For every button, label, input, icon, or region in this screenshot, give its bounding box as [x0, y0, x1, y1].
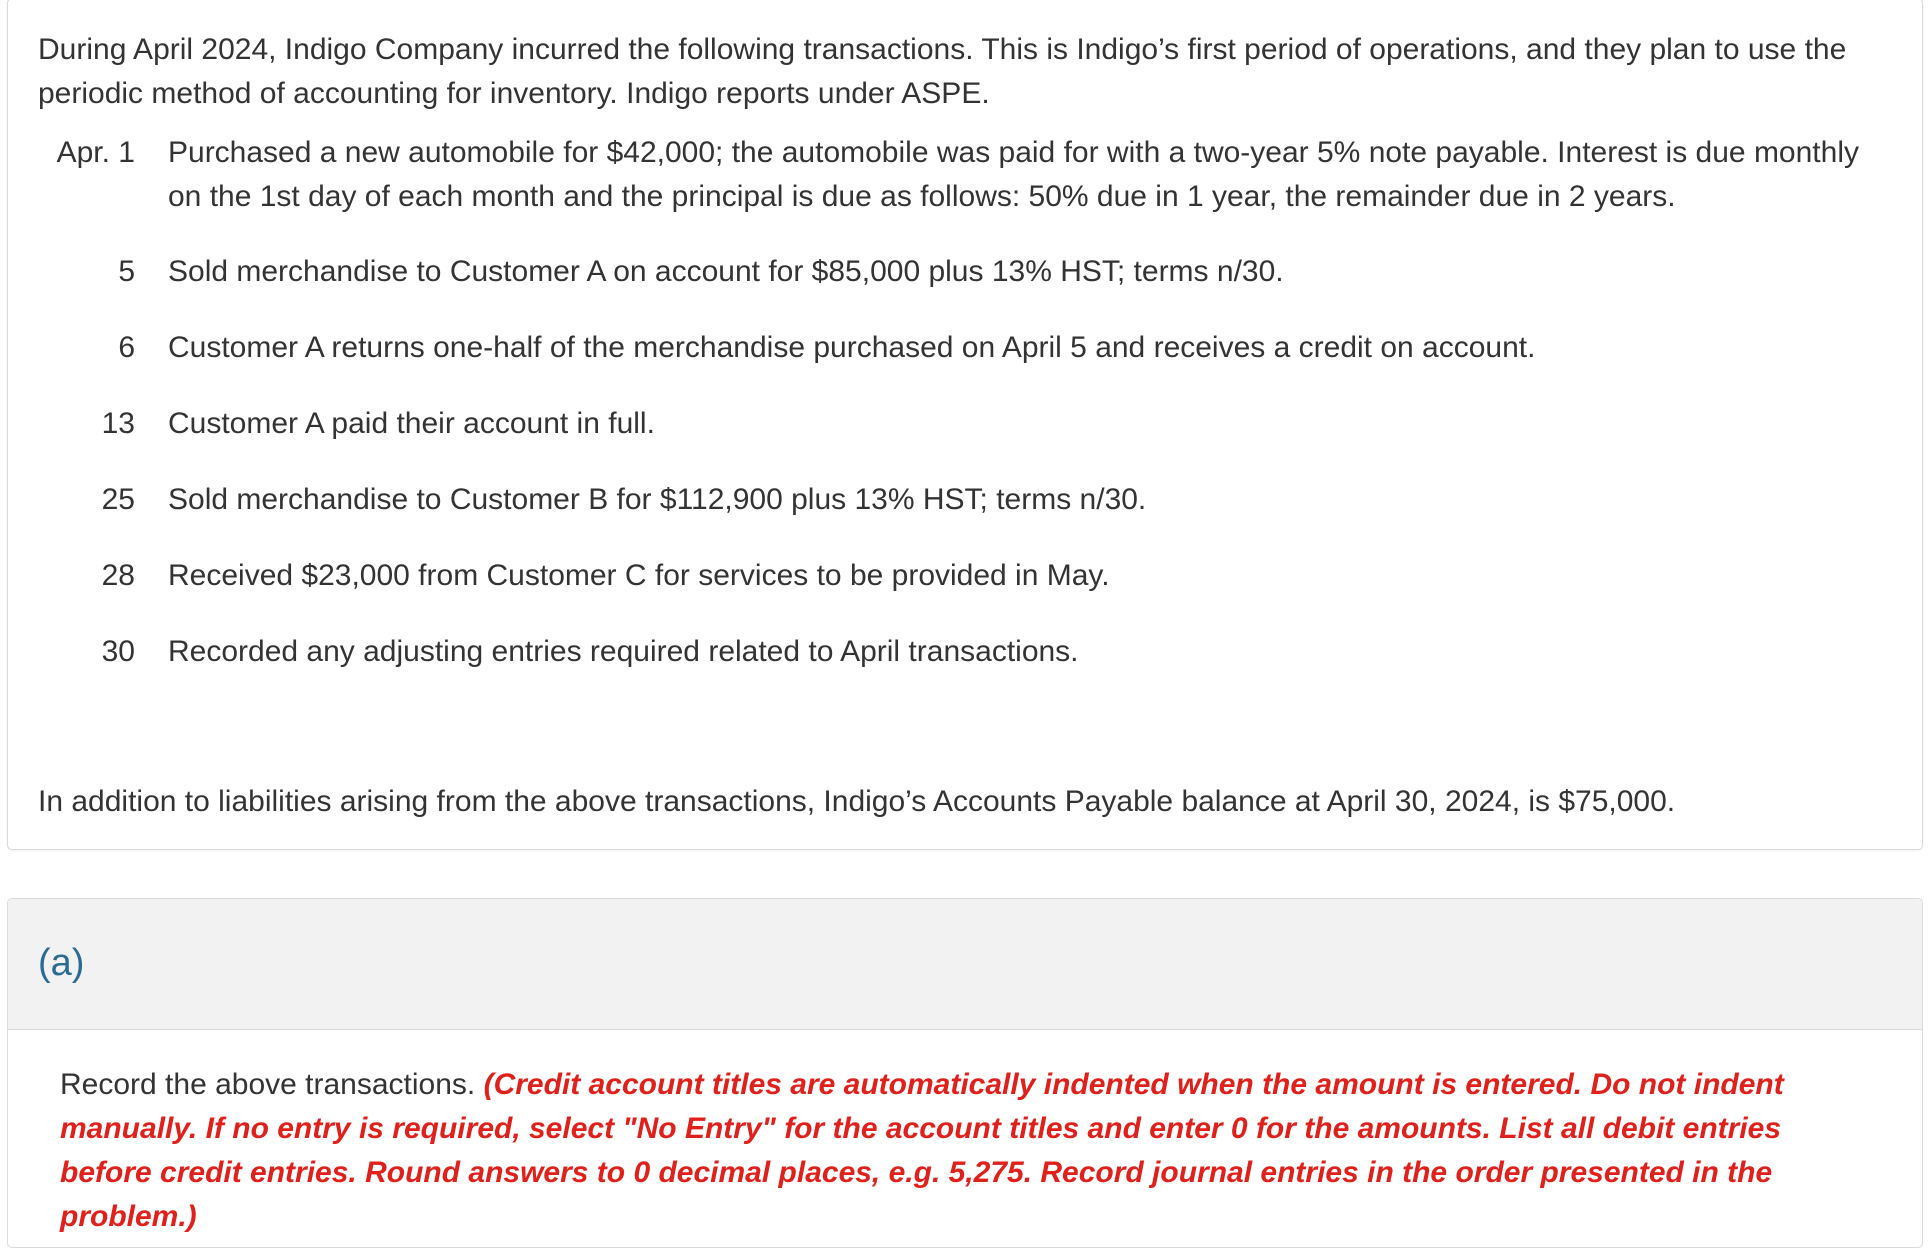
transaction-description: Recorded any adjusting entries required related to April transactions.: [168, 635, 1079, 668]
section-gap: [0, 852, 1930, 898]
part-a-instructions: [60, 1063, 1860, 1239]
instruction-lead: Record the above transactions.: [60, 1068, 484, 1101]
accounts-payable-note: In addition to liabilities arising from the above transactions, Indigo’s Accounts Payable balance at April 30, 2024, is $75,000.: [38, 785, 1676, 818]
transaction-description: Sold merchandise to Customer B for $112,900 plus 13% HST; terms n/30.: [168, 483, 1147, 516]
transaction-description: Purchased a new automobile for $42,000; the automobile was paid for with a two-year 5% note payable. Interest is due monthly on the 1st day of each month and the principal is due as follows: 50% due in 1 year, the remainder due in 2 years.: [168, 136, 1859, 213]
transaction-description: Customer A paid their account in full.: [168, 407, 655, 440]
transaction-description: Sold merchandise to Customer A on account for $85,000 plus 13% HST; terms n/30.: [168, 255, 1284, 288]
transaction-description: Received $23,000 from Customer C for services to be provided in May.: [168, 559, 1110, 592]
transaction-date: 13: [101, 407, 135, 440]
transaction-date: Apr. 1: [56, 136, 135, 169]
part-label: (a): [38, 942, 85, 984]
instruction-emphasis: (Credit account titles are automatically indented when the amount is entered. Do not indent manually. If no entry is required, select "No Entry" for the account titles and enter 0 for the amounts. List all debit entries before credit entries. Round answers to 0 decimal places, e.g. 5,275. Record journal entries in the order presented in the problem.): [60, 1068, 1784, 1233]
transaction-date: 30: [101, 635, 135, 668]
transaction-date: 5: [118, 255, 135, 288]
part-a-header: [8, 899, 1922, 1030]
transaction-date: 25: [101, 483, 135, 516]
transaction-date: 6: [118, 331, 135, 364]
problem-intro: During April 2024, Indigo Company incurred the following transactions. This is Indigo’s first period of operations, and they plan to use the periodic method of accounting for inventory. Indigo reports under ASPE.: [38, 33, 1847, 110]
transaction-description: Customer A returns one-half of the merchandise purchased on April 5 and receives a credit on account.: [168, 331, 1536, 364]
transaction-date: 28: [101, 559, 135, 592]
